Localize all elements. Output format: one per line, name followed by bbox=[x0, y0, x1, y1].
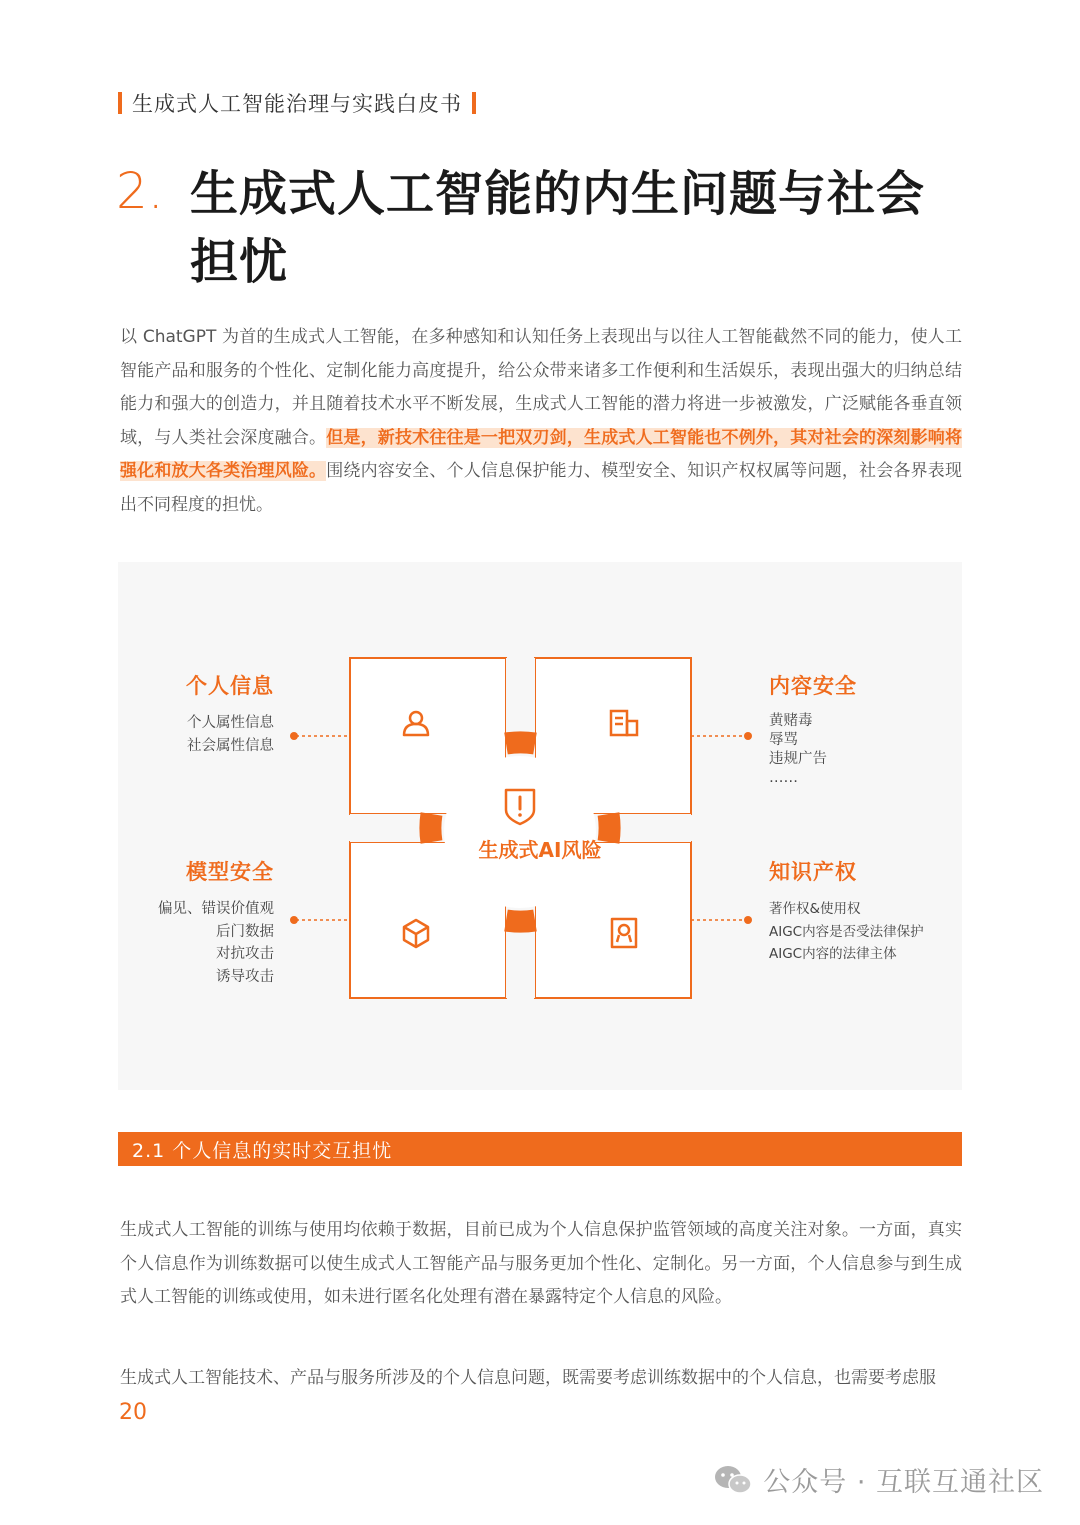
category-item: …… bbox=[769, 770, 798, 786]
intro-paragraph bbox=[120, 321, 962, 522]
body-paragraph-1: 生成式人工智能的训练与使用均依赖于数据，目前已成为个人信息保护监管领域的高度关注对象。一方面，真实个人信息作为训练数据可以使生成式人工智能产品与服务更加个性化、定制化。另一方面，个人信息参与到生成式人工智能的训练或使用，如未进行匿名化处理有潜在暴露特定个人信息的风险。 bbox=[120, 1220, 962, 1307]
wechat-icon bbox=[713, 1464, 753, 1496]
category-item: 黄赌毒 bbox=[769, 713, 813, 729]
dot-model bbox=[290, 916, 298, 924]
header-accent-bar bbox=[118, 92, 122, 114]
intro-text-after: 围绕内容安全、个人信息保护能力、模型安全、知识产权权属等问题，社会各界表现出不同程度的担忧。 bbox=[120, 461, 962, 515]
subsection-title: 2.1 个人信息的实时交互担忧 bbox=[132, 1139, 393, 1162]
category-item: 辱骂 bbox=[769, 732, 798, 748]
category-content-title: 内容安全 bbox=[769, 674, 857, 698]
category-item: 诱导攻击 bbox=[216, 968, 274, 985]
page-number: 20 bbox=[119, 1400, 147, 1425]
category-item: 社会属性信息 bbox=[187, 737, 274, 754]
center-label: 生成式AI风险 bbox=[478, 838, 602, 862]
intro-highlight: 但是，新技术往往是一把双刃剑，生成式人工智能也不例外，其对社会的深刻影响将强化和放大各类治理风险。 bbox=[120, 427, 962, 481]
ring-arc-bottom bbox=[506, 921, 535, 922]
center-disk bbox=[444, 756, 596, 908]
category-item: 对抗攻击 bbox=[216, 946, 274, 962]
category-personal-title: 个人信息 bbox=[186, 674, 274, 698]
category-item: AIGC内容的法律主体 bbox=[769, 946, 897, 962]
category-item: 著作权&使用权 bbox=[769, 901, 861, 917]
category-model-title: 模型安全 bbox=[186, 860, 274, 884]
category-personal bbox=[124, 670, 274, 757]
category-item: AIGC内容是否受法律保护 bbox=[769, 923, 924, 940]
category-model bbox=[104, 856, 274, 988]
watermark bbox=[713, 1460, 1044, 1499]
risk-diagram bbox=[118, 562, 962, 1090]
dot-content bbox=[744, 732, 752, 740]
watermark-text: 公众号 · 互联互通社区 bbox=[763, 1467, 1044, 1498]
category-item: 后门数据 bbox=[216, 923, 274, 940]
section-number: 2. bbox=[116, 162, 164, 220]
section-title: 生成式人工智能的内生问题与社会担忧 bbox=[190, 166, 926, 290]
category-item: 偏见、错误价值观 bbox=[158, 901, 274, 917]
category-content bbox=[769, 670, 959, 788]
ring-arc-top bbox=[506, 742, 535, 743]
header-accent-bar-right bbox=[472, 92, 476, 114]
body-paragraph-2: 生成式人工智能技术、产品与服务所涉及的个人信息问题，既需要考虑训练数据中的个人信息，也需要考虑服 bbox=[120, 1368, 936, 1388]
intro-text-before: 以 ChatGPT 为首的生成式人工智能，在多种感知和认知任务上表现出与以往人工智能截然不同的能力，使人工智能产品和服务的个性化、定制化能力高度提升，给公众带来诸多工作便利和生活娱乐，表现出强大的归纳总结能力和强大的创造力，并且随着技术水平不断发展，生成式人工智能的潜力将进一步被激发，广泛赋能各垂直领域，与人类社会深度融合。 bbox=[120, 327, 962, 448]
category-ip-title: 知识产权 bbox=[769, 860, 857, 884]
dot-personal bbox=[290, 732, 298, 740]
running-header bbox=[118, 90, 476, 116]
category-item: 个人属性信息 bbox=[187, 715, 274, 731]
ring-arc-left bbox=[430, 814, 431, 842]
category-ip bbox=[769, 856, 959, 966]
category-item: 违规广告 bbox=[769, 751, 827, 767]
running-header-title: 生成式人工智能治理与实践白皮书 bbox=[132, 92, 462, 116]
risk-diagram-graphic bbox=[118, 562, 962, 1090]
subsection-heading bbox=[118, 1132, 962, 1166]
dot-ip bbox=[744, 916, 752, 924]
